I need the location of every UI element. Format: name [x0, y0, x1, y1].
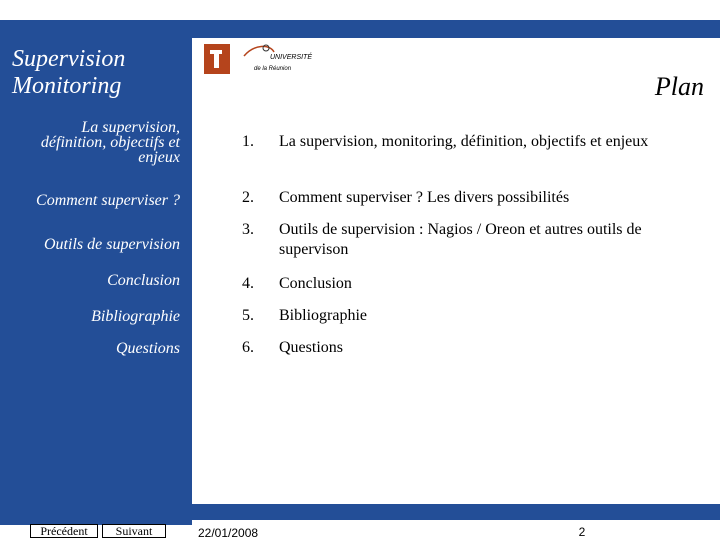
- header-band: [0, 20, 720, 38]
- footer-date: 22/01/2008: [198, 526, 259, 540]
- list-item-text: Questions: [279, 339, 343, 356]
- list-item-number: 6.: [242, 339, 254, 356]
- top-margin: [0, 0, 720, 20]
- sidebar-item-label: Bibliographie: [91, 308, 180, 325]
- page-title: Plan: [654, 72, 704, 101]
- previous-button[interactable]: Précédent: [30, 524, 98, 538]
- sidebar-item-comment-superviser[interactable]: [10, 193, 180, 208]
- sidebar-title-line2: Monitoring: [12, 73, 122, 99]
- list-item-text: La supervision, monitoring, définition, objectifs et enjeux: [279, 133, 649, 150]
- list-item-text: Conclusion: [279, 275, 352, 292]
- sidebar-title-line1: Supervision: [12, 46, 126, 72]
- list-item-text: Comment superviser ? Les divers possibilités: [279, 189, 570, 206]
- list-item-number: 4.: [242, 275, 254, 292]
- list-item-number: 1.: [242, 133, 254, 150]
- next-button[interactable]: Suivant: [102, 524, 166, 538]
- list-item-number: 5.: [242, 307, 254, 324]
- list-item-text: Bibliographie: [279, 307, 367, 324]
- list-item-number: 2.: [242, 189, 254, 206]
- sidebar-item-label: Outils de supervision: [44, 236, 180, 253]
- page-number: 2: [570, 522, 594, 540]
- sidebar-title: [12, 46, 125, 100]
- sidebar-item-label: enjeux: [138, 149, 180, 166]
- logo-graphic: [200, 42, 320, 78]
- sidebar-item-supervision[interactable]: [10, 120, 180, 165]
- list-item-number: 3.: [242, 221, 254, 238]
- sidebar-item-questions[interactable]: [10, 341, 180, 356]
- sidebar-item-conclusion[interactable]: [10, 273, 180, 288]
- logo-text-line2: de la Réunion: [254, 66, 292, 72]
- sidebar-item-label: définition, objectifs et: [40, 134, 180, 151]
- sidebar-item-label: Comment superviser ?: [36, 192, 180, 209]
- sidebar-item-bibliographie[interactable]: [10, 309, 180, 324]
- sidebar-item-label: Conclusion: [107, 272, 180, 289]
- university-logo: [200, 42, 320, 78]
- sidebar-item-outils[interactable]: [10, 237, 180, 252]
- sidebar-item-label: Questions: [116, 340, 180, 357]
- sidebar: [0, 38, 192, 525]
- sidebar-item-label: La supervision,: [81, 119, 180, 136]
- logo-glyph-bar: [210, 50, 222, 54]
- logo-text-line1: UNIVERSITÉ: [270, 54, 313, 61]
- list-item-text: Outils de supervision : Nagios / Oreon et autres outils de supervison: [279, 221, 642, 258]
- footer-band: [192, 504, 720, 520]
